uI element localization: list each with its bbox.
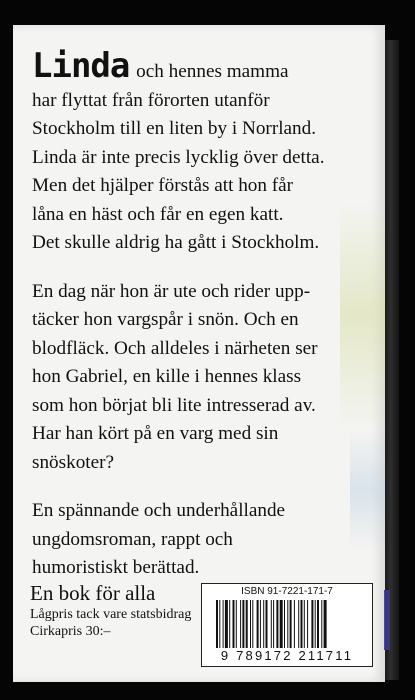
blurb-paragraph-1-text: och hennes mamma har flyttat från förorten utanför Stockholm till en liten by i Norrland. Linda är inte precis lycklig över detta. Men det hjälper förstås att hon får låna en häst och får en egen katt. Det skulle aldrig ha gått i Stockholm. [32,61,325,253]
blurb-paragraph-3: En spännande och underhållande ungdomsroman, rappt och humoristiskt berättad. [32,500,286,578]
blurb-paragraph-2: En dag när hon är ute och rider upp- täcker hon vargspår i snön. Och en blodfläck. Och alldeles i närheten ser hon Gabriel, en kille i hennes klass som hon börjat bli lite intresserad av. Har han kört på en varg med sin snöskoter? [32,280,318,473]
isbn-label: ISBN 91-7221-171-7 [241,586,333,597]
series-title: En bok för alla [30,581,156,605]
price-note: Lågpris tack vare statsbidrag [30,607,192,622]
ean-number: 9 789172 211711 [204,648,370,663]
barcode-sticker [201,583,373,667]
price-label: Cirkapris 30:– [30,624,111,639]
protagonist-name: Linda [32,46,130,86]
spine-color-mark [384,590,390,650]
book-spine-edge [385,40,399,680]
barcode-bars-icon [216,600,360,650]
blurb-paragraph-1 [32,46,368,258]
back-cover-blurb [32,46,368,583]
publisher-footer [30,580,210,640]
